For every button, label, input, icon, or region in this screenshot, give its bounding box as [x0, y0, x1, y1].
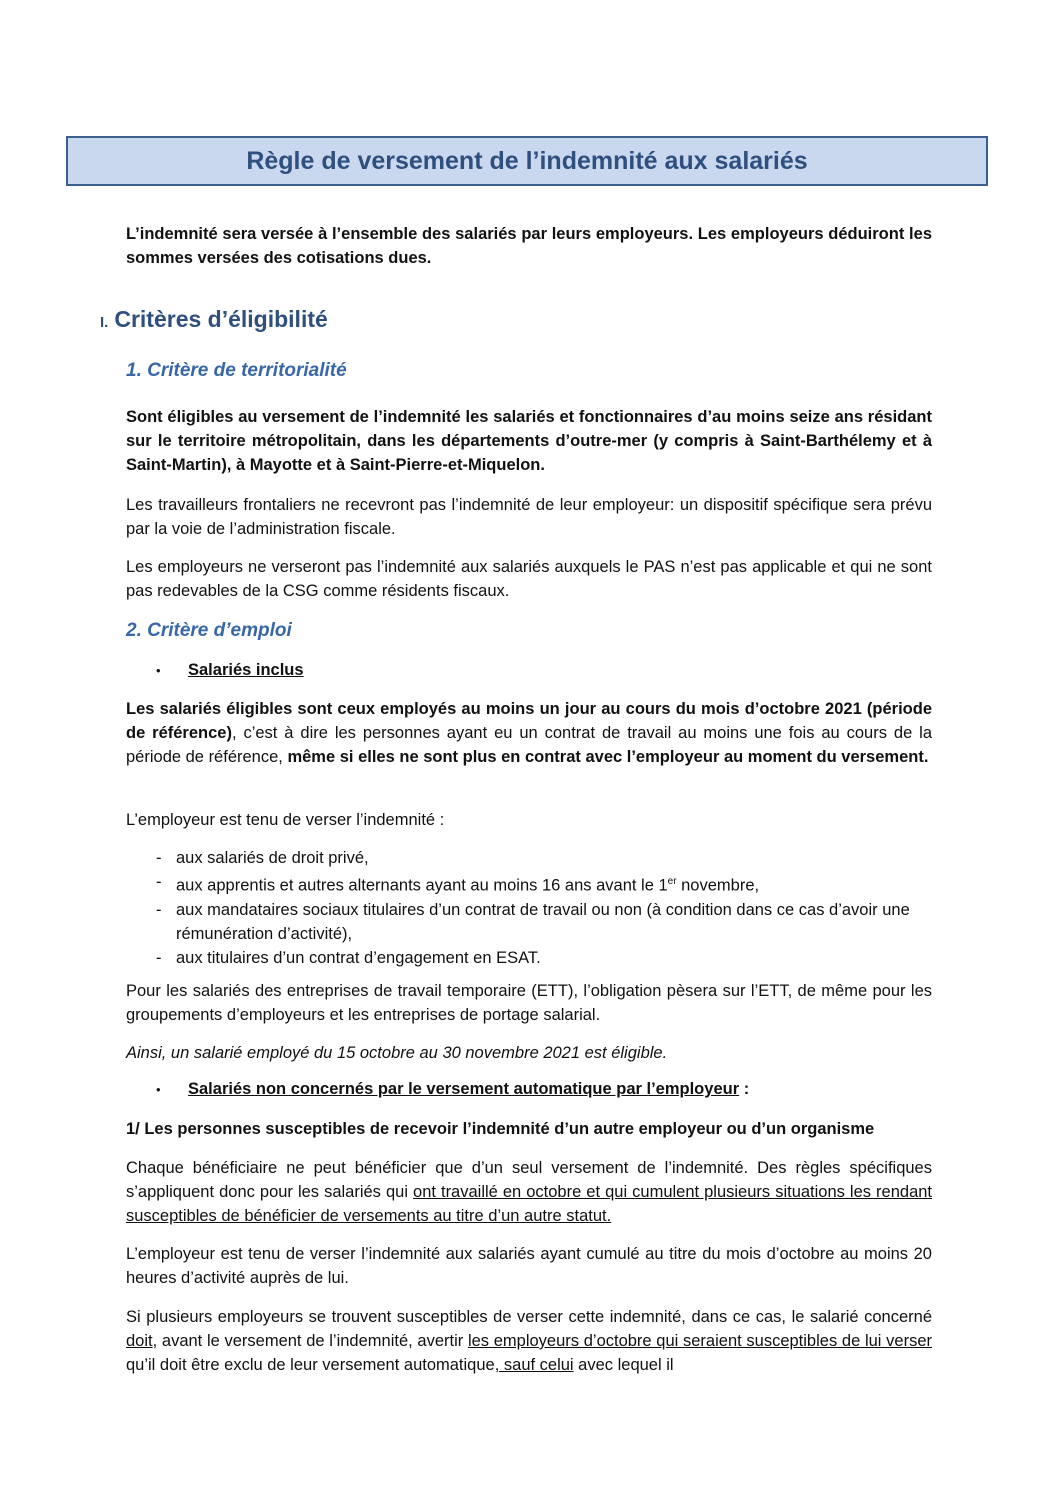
- list-item: [156, 846, 932, 870]
- list-item-text: aux mandataires sociaux titulaires d’un contrat de travail ou non (à condition dans ce cas d’avoir une rémunération d’activité),: [176, 900, 910, 943]
- bullet-salaries-non-concernes: [156, 1080, 749, 1099]
- dash-marker: -: [156, 849, 162, 867]
- section-title: Critères d’éligibilité: [114, 306, 328, 332]
- emphasis-text: même si elles ne sont plus en contrat avec l’employeur au moment du versement.: [287, 748, 929, 766]
- list-item-text: aux titulaires d’un contrat d’engagement en ESAT.: [176, 948, 541, 967]
- body-text: Si plusieurs employeurs se trouvent susceptibles de verser cette indemnité, dans ce cas, le salarié concerné: [126, 1308, 932, 1326]
- body-text: , c’est à dire les personnes ayant eu un contrat de travail au moins une fois au cours de la période de référence,: [126, 724, 932, 766]
- emphasis-text: Les salariés éligibles sont ceux employés au moins un jour au cours du mois d’octobre 2021 (période de référence): [126, 700, 932, 742]
- underlined-text: ont travaillé en octobre et qui cumulent plusieurs situations les rendant susceptibles de bénéficier de versements au titre d’un autre statut.: [126, 1183, 933, 1225]
- underlined-text: , sauf celui: [494, 1356, 574, 1374]
- bullet-suffix: :: [739, 1080, 750, 1098]
- paragraph-emploi-5: L’employeur est tenu de verser l’indemnité aux salariés ayant cumulé au titre du mois d’octobre au moins 20 heures d’activité auprès de lui.: [126, 1245, 932, 1287]
- body-text: Chaque bénéficiaire ne peut bénéficier que d’un seul versement de l’indemnité. Des règles spécifiques s’appliquent donc pour les salariés qui: [126, 1159, 932, 1201]
- bullet-icon: •: [156, 663, 161, 678]
- list-item-text: aux apprentis et autres alternants ayant au moins 16 ans avant le 1: [176, 876, 668, 895]
- underlined-text: les employeurs d’octobre qui seraient susceptibles de lui verser: [467, 1332, 932, 1350]
- paragraph-emploi-4: [126, 1156, 932, 1228]
- title-banner: [66, 136, 988, 186]
- list-item: [156, 946, 932, 970]
- list-item: [156, 870, 932, 898]
- paragraph-territorialite-3: Les employeurs ne verseront pas l’indemnité aux salariés auxquels le PAS n’est pas applicable et qui ne sont pas redevables de la CSG comme résidents fiscaux.: [126, 558, 932, 600]
- section-number: I.: [100, 314, 109, 331]
- underlined-text: doit: [126, 1332, 153, 1350]
- body-text: , avant le versement de l’indemnité, avertir: [152, 1332, 468, 1350]
- paragraph-territorialite-2: Les travailleurs frontaliers ne recevront pas l’indemnité de leur employeur: un dispositif spécifique sera prévu par la voie de l’administration fiscale.: [126, 496, 932, 538]
- body-text: qu’il doit être exclu de leur versement automatique: [126, 1356, 495, 1374]
- dash-marker: -: [156, 948, 162, 967]
- paragraph-emploi-3: Pour les salariés des entreprises de travail temporaire (ETT), l’obligation pèsera sur l’ETT, de même pour les groupements d’employeurs et les entreprises de portage salarial.: [126, 982, 932, 1024]
- paragraph-emploi-2: L’employeur est tenu de verser l’indemnité :: [126, 811, 445, 829]
- subsection-heading-emploi: 2. Critère d’emploi: [126, 620, 292, 641]
- bullet-label: Salariés inclus: [188, 661, 304, 679]
- bullet-salaries-inclus: [156, 661, 304, 680]
- page-title: Règle de versement de l’indemnité aux salariés: [246, 146, 808, 175]
- superscript: er: [667, 876, 677, 887]
- body-text: avec lequel il: [573, 1356, 674, 1374]
- list-item-text: novembre,: [676, 876, 760, 895]
- sub-heading-autres-employeurs: 1/ Les personnes susceptibles de recevoir l’indemnité d’un autre employeur ou d’un organisme: [126, 1120, 875, 1138]
- section-heading: [100, 306, 328, 333]
- bullet-icon: •: [156, 1082, 161, 1097]
- paragraph-emploi-example: Ainsi, un salarié employé du 15 octobre au 30 novembre 2021 est éligible.: [126, 1044, 668, 1062]
- intro-paragraph: L’indemnité sera versée à l’ensemble des salariés par leurs employeurs. Les employeurs déduiront les sommes versées des cotisations dues.: [126, 225, 932, 267]
- bullet-label: Salariés non concernés par le versement automatique par l’employeur: [188, 1080, 740, 1098]
- paragraph-territorialite-1: Sont éligibles au versement de l’indemnité les salariés et fonctionnaires d’au moins seize ans résidant sur le territoire métropolitain, dans les départements d’outre-mer (y compris à Saint-Barthélemy et à Saint-Martin), à Mayotte et à Saint-Pierre-et-Miquelon.: [126, 408, 932, 474]
- dash-marker: -: [156, 873, 162, 891]
- eligible-list: [156, 846, 932, 970]
- dash-marker: -: [156, 900, 162, 919]
- list-item-text: aux salariés de droit privé,: [176, 849, 369, 867]
- subsection-heading-territorialite: 1. Critère de territorialité: [126, 360, 347, 381]
- paragraph-emploi-6: [126, 1305, 932, 1377]
- paragraph-emploi-1: [126, 697, 932, 769]
- list-item: [156, 898, 932, 946]
